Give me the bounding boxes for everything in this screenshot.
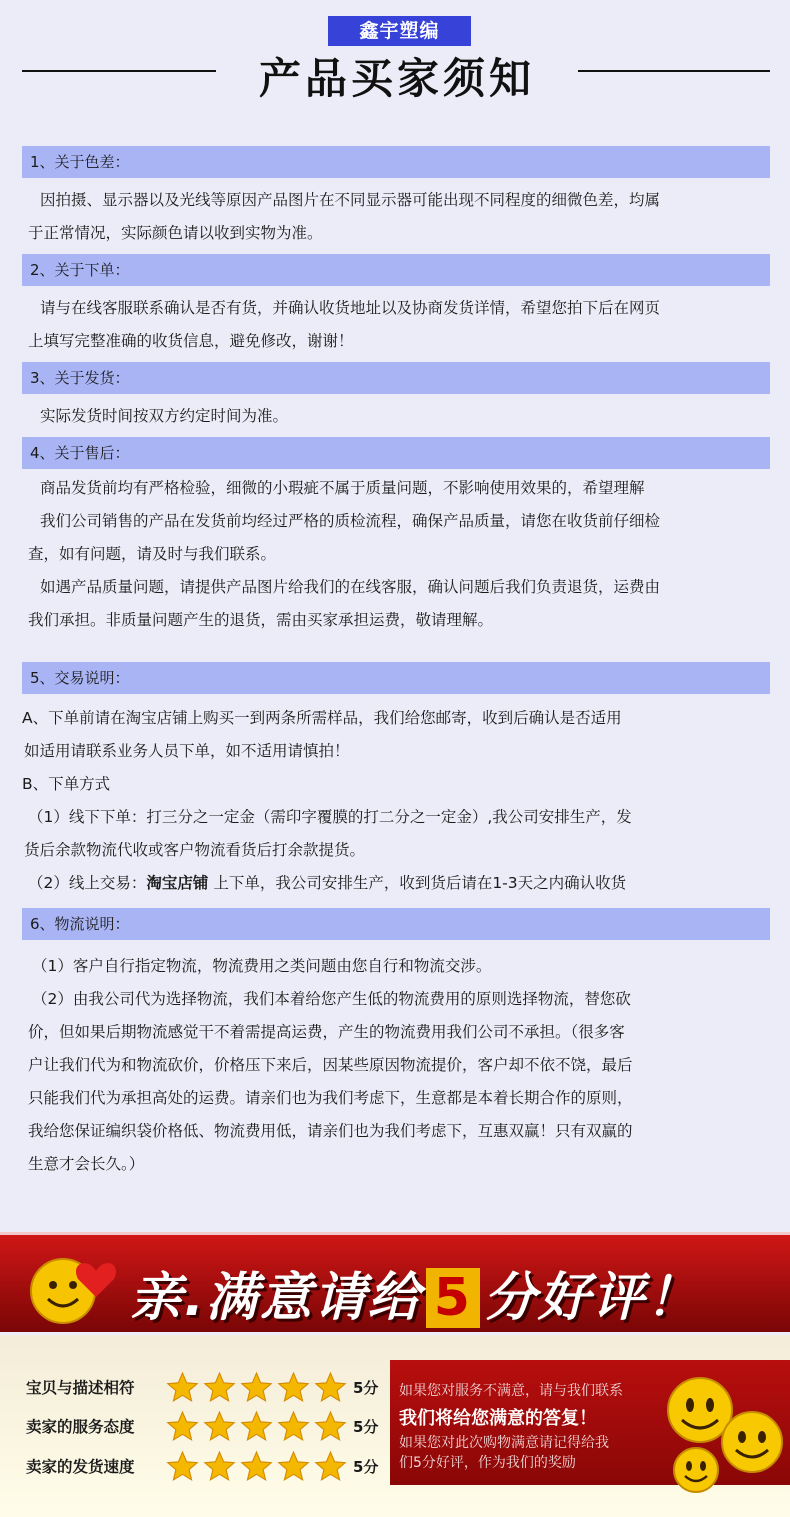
star-icon[interactable] — [314, 1410, 347, 1443]
text-fragment: （2）线上交易： — [28, 874, 147, 892]
section-body-color — [22, 184, 774, 250]
text-line: 实际发货时间按双方约定时间为准。 — [40, 407, 289, 425]
star-icon[interactable] — [166, 1371, 199, 1404]
promo-headline: 我们将给您满意的答复！ — [399, 1408, 597, 1429]
section-heading-order: 2、关于下单： — [22, 254, 770, 286]
text-line: 如遇产品质量问题，请提供产品图片给我们的在线客服，确认问题后我们负责退货，运费由 — [40, 578, 661, 596]
text-line: 户让我们代为和物流砍价，价格压下来后，因某些原因物流提价，客户却不依不饶，最后 — [28, 1056, 633, 1074]
star-icon[interactable] — [240, 1450, 273, 1483]
text-line: 货后余款物流代收或客户物流看货后打余款提货。 — [24, 841, 366, 859]
title-divider-left — [22, 70, 216, 72]
section-body-logistics — [22, 950, 774, 1181]
star-icon[interactable] — [203, 1450, 236, 1483]
star-icon[interactable] — [166, 1450, 199, 1483]
text-line: 价，但如果后期物流感觉干不着需提高运费，产生的物流费用我们公司不承担。（很多客 — [28, 1023, 625, 1041]
text-line: 查，如有问题，请及时与我们联系。 — [28, 545, 277, 563]
banner-text-b: 分好评！ — [483, 1268, 700, 1328]
text-line: 于正常情况，实际颜色请以收到实物为准。 — [28, 224, 323, 242]
section-body-trade — [22, 702, 774, 900]
smiley-heart-icon — [18, 1243, 128, 1333]
section-body-order — [22, 292, 774, 358]
rating-label: 卖家的发货速度 — [26, 1458, 135, 1476]
star-icon[interactable] — [240, 1371, 273, 1404]
text-line — [28, 867, 774, 900]
rating-row-delivery — [26, 1451, 378, 1481]
banner-text-a: 亲.满意请给 — [130, 1268, 422, 1328]
banner-five: 5 — [426, 1268, 480, 1328]
review-banner — [0, 1232, 790, 1332]
text-line: 如适用请联系业务人员下单，如不适用请慎拍！ — [24, 742, 350, 760]
smiley-faces-icon — [640, 1370, 790, 1500]
rating-stars[interactable] — [166, 1450, 347, 1483]
text-line: （1）客户自行指定物流，物流费用之类问题由您自行和物流交涉。 — [32, 957, 492, 975]
star-icon[interactable] — [166, 1410, 199, 1443]
section-heading-shipping: 3、关于发货： — [22, 362, 770, 394]
banner-title — [130, 1255, 700, 1330]
text-line: （2）由我公司代为选择物流，我们本着给您产生低的物流费用的原则选择物流，替您砍 — [32, 990, 631, 1008]
star-icon[interactable] — [277, 1371, 310, 1404]
rating-row-service — [26, 1411, 378, 1441]
section-body-aftersale — [22, 472, 774, 637]
star-icon[interactable] — [314, 1450, 347, 1483]
text-line: A、下单前请在淘宝店铺上购买一到两条所需样品，我们给您邮寄，收到后确认是否适用 — [22, 709, 622, 727]
text-line: 只能我们代为承担高处的运费。请亲们也为我们考虑下，生意都是本着长期合作的原则， — [28, 1089, 633, 1107]
text-line: 上填写完整准确的收货信息，避免修改，谢谢！ — [28, 332, 354, 350]
promo-line: 如果您对服务不满意，请与我们联系 — [399, 1383, 623, 1399]
rating-stars[interactable] — [166, 1410, 347, 1443]
text-line: 请与在线客服联系确认是否有货，并确认收货地址以及协商发货详情，希望您拍下后在网页 — [40, 299, 661, 317]
text-line: （1）线下下单：打三分之一定金（需印字覆膜的打二分之一定金）,我公司安排生产，发 — [28, 808, 632, 826]
promo-line: 们5分好评，作为我们的奖励 — [399, 1455, 576, 1471]
text-line: 我们公司销售的产品在发货前均经过严格的质检流程，确保产品质量，请您在收货前仔细检 — [40, 512, 661, 530]
text-line: 生意才会长久。） — [28, 1155, 145, 1173]
rating-score: 5分 — [353, 1457, 379, 1476]
brand-label: 鑫宇塑编 — [328, 16, 471, 46]
star-icon[interactable] — [203, 1410, 236, 1443]
text-line: 我给您保证编织袋价格低、物流费用低，请亲们也为我们考虑下，互惠双赢！只有双赢的 — [28, 1122, 633, 1140]
rating-label: 宝贝与描述相符 — [26, 1379, 135, 1397]
rating-label: 卖家的服务态度 — [26, 1418, 135, 1436]
rating-stars[interactable] — [166, 1371, 347, 1404]
text-line: 我们承担。非质量问题产生的退货，需由买家承担运费，敬请理解。 — [28, 611, 494, 629]
text-line: 商品发货前均有严格检验，细微的小瑕疵不属于质量问题，不影响使用效果的，希望理解 — [40, 479, 645, 497]
text-line: 因拍摄、显示器以及光线等原因产品图片在不同显示器可能出现不同程度的细微色差，均属 — [40, 191, 661, 209]
section-heading-logistics: 6、物流说明： — [22, 908, 770, 940]
section-heading-color: 1、关于色差： — [22, 146, 770, 178]
rating-row-description — [26, 1372, 378, 1402]
rating-score: 5分 — [353, 1417, 379, 1436]
star-icon[interactable] — [277, 1410, 310, 1443]
text-line: B、下单方式 — [22, 775, 111, 793]
section-body-shipping — [22, 400, 774, 433]
promo-line: 如果您对此次购物满意请记得给我 — [399, 1435, 609, 1451]
text-fragment: 上下单，我公司安排生产，收到货后请在1-3天之内确认收货 — [208, 874, 627, 892]
star-icon[interactable] — [277, 1450, 310, 1483]
star-icon[interactable] — [314, 1371, 347, 1404]
section-heading-aftersale: 4、关于售后： — [22, 437, 770, 469]
star-icon[interactable] — [240, 1410, 273, 1443]
page-title: 产品买家须知 — [258, 54, 535, 103]
section-heading-trade: 5、交易说明： — [22, 662, 770, 694]
rating-score: 5分 — [353, 1378, 379, 1397]
taobao-store-link[interactable]: 淘宝店铺 — [146, 874, 209, 892]
title-divider-right — [578, 70, 770, 72]
star-icon[interactable] — [203, 1371, 236, 1404]
